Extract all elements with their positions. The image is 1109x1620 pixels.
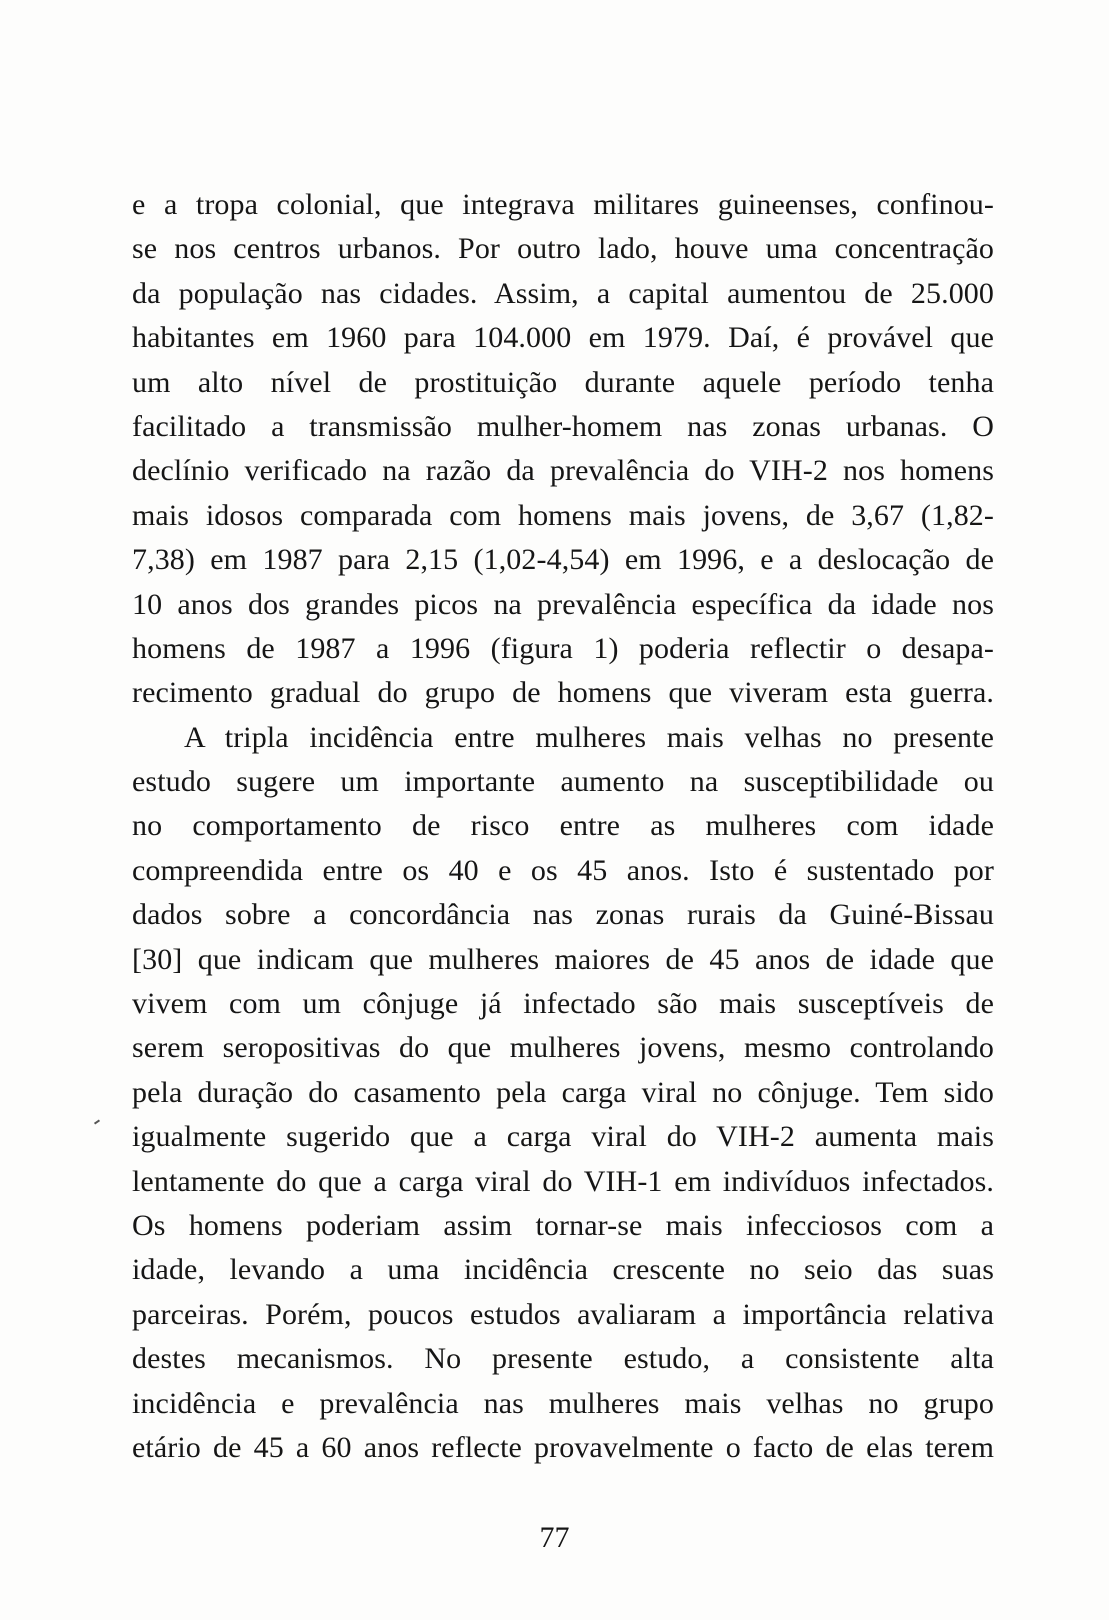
- text-line: recimento gradual do grupo de homens que viveram esta guerra.: [132, 676, 994, 710]
- text-line: homens de 1987 a 1996 (figura 1) poderia reflectir o desapa-: [132, 631, 994, 665]
- text-line: habitantes em 1960 para 104.000 em 1979. Daí, é provável que: [132, 321, 994, 355]
- page-number: 77: [539, 1521, 570, 1554]
- text-line: compreendida entre os 40 e os 45 anos. Isto é sustentado por: [132, 853, 994, 887]
- text-line: estudo sugere um importante aumento na susceptibilidade ou: [132, 765, 994, 799]
- text-line: Os homens poderiam assim tornar-se mais infecciosos com a: [132, 1208, 994, 1242]
- text-line: mais idosos comparada com homens mais jovens, de 3,67 (1,82-: [132, 498, 994, 532]
- text-line: incidência e prevalência nas mulheres mais velhas no grupo: [132, 1386, 994, 1420]
- text-line: serem seropositivas do que mulheres jovens, mesmo controlando: [132, 1031, 994, 1065]
- text-line: igualmente sugerido que a carga viral do VIH-2 aumenta mais: [132, 1120, 994, 1154]
- text-line: um alto nível de prostituição durante aquele período tenha: [132, 365, 994, 399]
- text-line: da população nas cidades. Assim, a capital aumentou de 25.000: [132, 276, 994, 310]
- text-line: no comportamento de risco entre as mulheres com idade: [132, 809, 994, 843]
- text-line: 10 anos dos grandes picos na prevalência específica da idade nos: [132, 587, 994, 621]
- text-line: e a tropa colonial, que integrava militares guineenses, confinou-: [132, 188, 994, 221]
- text-line: declínio verificado na razão da prevalência do VIH-2 nos homens: [132, 454, 994, 488]
- text-line: 7,38) em 1987 para 2,15 (1,02-4,54) em 1996, e a deslocação de: [132, 543, 994, 577]
- margin-mark: [94, 1119, 100, 1124]
- text-line: destes mecanismos. No presente estudo, a consistente alta: [132, 1342, 994, 1376]
- text-line: [30] que indicam que mulheres maiores de 45 anos de idade que: [132, 942, 994, 976]
- text-line: se nos centros urbanos. Por outro lado, houve uma concentração: [132, 232, 994, 266]
- text-line: facilitado a transmissão mulher-homem nas zonas urbanas. O: [132, 409, 994, 443]
- text-line: vivem com um cônjuge já infectado são mais susceptíveis de: [132, 987, 994, 1021]
- text-line: parceiras. Porém, poucos estudos avaliaram a importância relativa: [132, 1297, 994, 1331]
- text-line: pela duração do casamento pela carga viral no cônjuge. Tem sido: [132, 1075, 994, 1109]
- text-line: dados sobre a concordância nas zonas rurais da Guiné-Bissau: [132, 898, 994, 932]
- text-line: etário de 45 a 60 anos reflecte provavelmente o facto de elas terem: [132, 1430, 994, 1464]
- paragraph-start-line: A tripla incidência entre mulheres mais velhas no presente: [184, 720, 994, 754]
- body-text: [132, 183, 994, 1470]
- text-line: idade, levando a uma incidência crescente no seio das suas: [132, 1253, 994, 1287]
- text-line: lentamente do que a carga viral do VIH-1 em indivíduos infectados.: [132, 1164, 994, 1198]
